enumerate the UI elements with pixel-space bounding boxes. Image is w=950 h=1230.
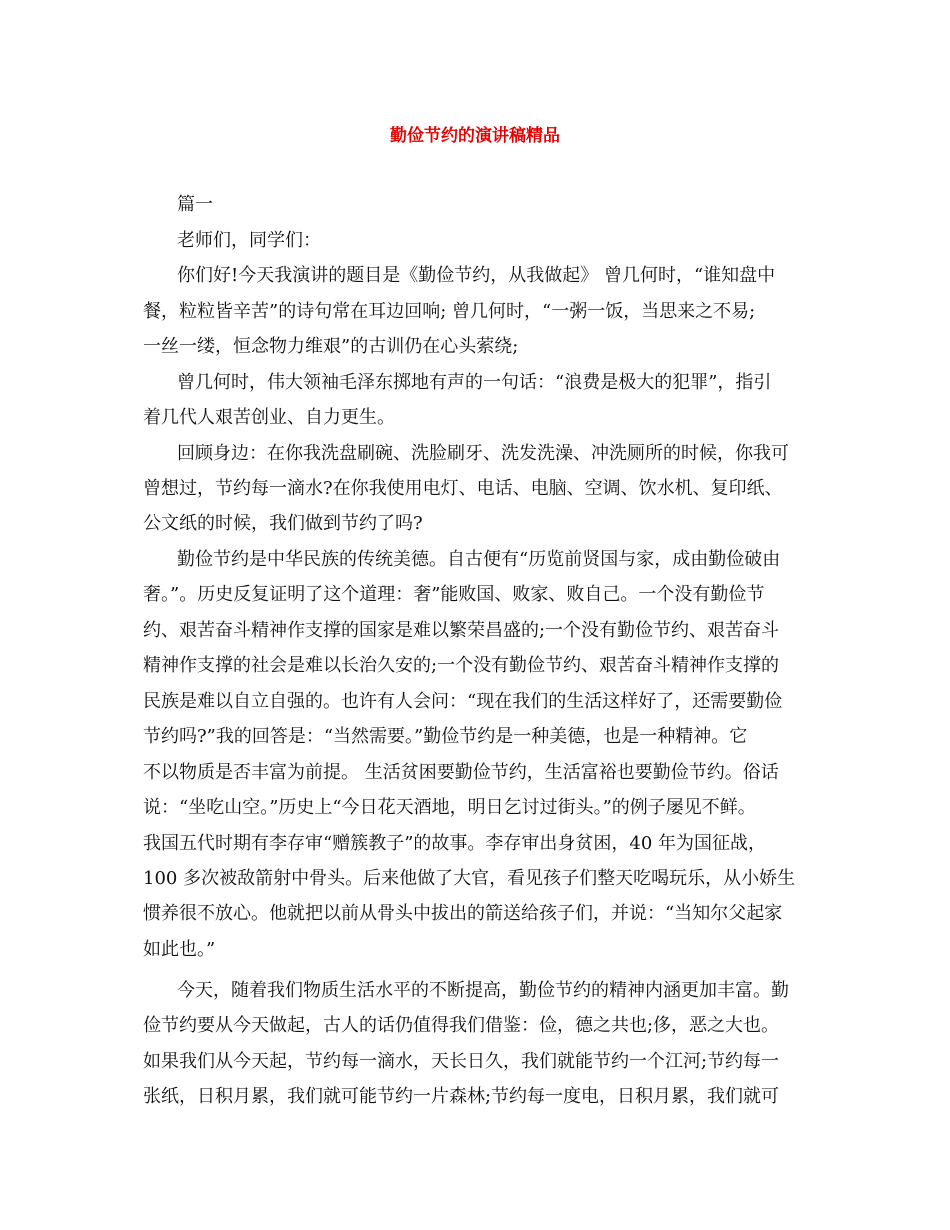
- paragraph-line: 不以物质是否丰富为前提。 生活贫困要勤俭节约，生活富裕也要勤俭节约。俗话: [143, 762, 779, 783]
- paragraph-line: 曾几何时，伟大领袖毛泽东掷地有声的一句话：“浪费是极大的犯罪”，指引: [177, 372, 772, 393]
- paragraph-line: 节约吗?”我的回答是：“当然需要。”勤俭节约是一种美德，也是一种精神。它: [143, 726, 748, 747]
- section-heading: 篇一: [177, 194, 213, 215]
- paragraph-line: 民族是难以自立自强的。也许有人会问：“现在我们的生活这样好了，还需要勤俭: [143, 691, 783, 712]
- paragraph-line: 说：“坐吃山空。”历史上“今日花天酒地，明日乞讨过街头。”的例子屡见不鲜。: [143, 797, 756, 818]
- paragraph-line: 张纸，日积月累，我们就可能节约一片森林;节约每一度电，日积月累，我们就可: [143, 1086, 780, 1107]
- paragraph-line: 约、艰苦奋斗精神作支撑的国家是难以繁荣昌盛的;一个没有勤俭节约、艰苦奋斗: [143, 620, 780, 641]
- paragraph-line: 精神作支撑的社会是难以长治久安的;一个没有勤俭节约、艰苦奋斗精神作支撑的: [143, 655, 780, 676]
- paragraph-line: 餐，粒粒皆辛苦”的诗句常在耳边回响; 曾几何时，“一粥一饭，当思来之不易;: [143, 301, 756, 322]
- paragraph-line: 曾想过，节约每一滴水?在你我使用电灯、电话、电脑、空调、饮水机、复印纸、: [143, 478, 783, 499]
- paragraph-line: 着几代人艰苦创业、自力更生。: [143, 407, 395, 428]
- paragraph-line: 如此也。”: [143, 939, 216, 960]
- paragraph-line: 奢。”。历史反复证明了这个道理：奢”能败国、败家、败自己。一个没有勤俭节: [143, 584, 765, 605]
- paragraph-line: 一丝一缕，恒念物力维艰”的古训仍在心头萦绕;: [143, 336, 519, 357]
- paragraph-line: 今天，随着我们物质生活水平的不断提高，勤俭节约的精神内涵更加丰富。勤: [177, 980, 789, 1001]
- paragraph-line: 如果我们从今天起，节约每一滴水，天长日久，我们就能节约一个江河;节约每一: [143, 1051, 780, 1072]
- paragraph-line: 100 多次被敌箭射中骨头。后来他做了大官，看见孩子们整天吃喝玩乐，从小娇生: [143, 868, 796, 889]
- salutation: 老师们，同学们：: [177, 230, 321, 251]
- paragraph-line: 你们好!今天我演讲的题目是《勤俭节约，从我做起》 曾几何时，“谁知盘中: [177, 265, 776, 286]
- paragraph-line: 我国五代时期有李存审“赠簇教子”的故事。李存审出身贫困，40 年为国征战，: [143, 833, 767, 854]
- paragraph-line: 回顾身边：在你我洗盘刷碗、洗脸刷牙、洗发洗澡、冲洗厕所的时候，你我可: [177, 443, 789, 464]
- paragraph-line: 俭节约要从今天做起，古人的话仍值得我们借鉴：俭，德之共也;侈，恶之大也。: [143, 1015, 780, 1036]
- paragraph-line: 勤俭节约是中华民族的传统美德。自古便有“历览前贤国与家，成由勤俭破由: [177, 549, 781, 570]
- paragraph-line: 公文纸的时候，我们做到节约了吗?: [143, 513, 423, 534]
- page-title: 勤俭节约的演讲稿精品: [390, 126, 560, 146]
- paragraph-line: 惯养很不放心。他就把以前从骨头中拔出的箭送给孩子们，并说：“当知尔父起家: [143, 903, 783, 924]
